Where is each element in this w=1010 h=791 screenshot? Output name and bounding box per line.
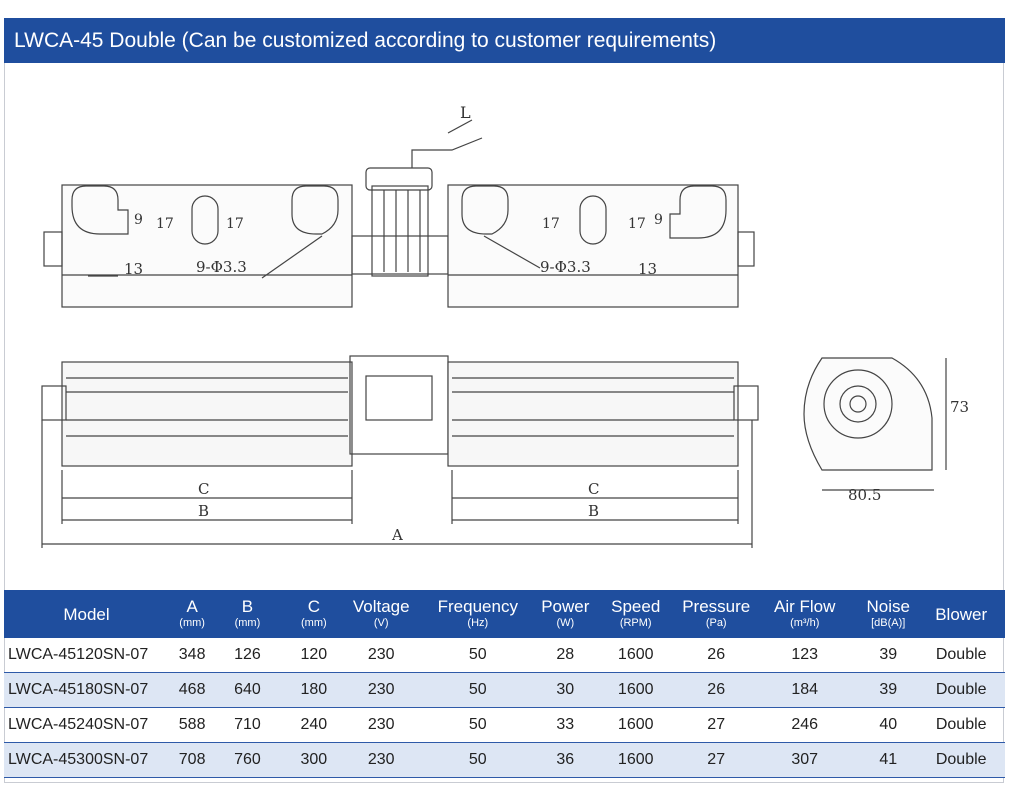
- cell-a: 588: [169, 708, 215, 743]
- cell-noise: 39: [859, 638, 917, 673]
- cell-blower: Double: [917, 708, 1005, 743]
- cell-noise: 39: [859, 673, 917, 708]
- title-bar: [4, 18, 1005, 63]
- cell-a: 468: [169, 673, 215, 708]
- header-voltage: Voltage (V): [348, 590, 414, 638]
- motor-front: [350, 356, 448, 454]
- cell-airflow: 246: [750, 708, 859, 743]
- motor-cap: [366, 168, 432, 190]
- motor-mount: [352, 236, 448, 274]
- cell-noise: 40: [859, 708, 917, 743]
- motor-core: [366, 376, 432, 420]
- cell-c: 300: [280, 743, 348, 778]
- cell-frequency: 50: [414, 638, 541, 673]
- dim-17-right-a: 17: [542, 216, 560, 232]
- cell-pressure: 26: [682, 673, 750, 708]
- cell-b: 640: [215, 673, 279, 708]
- cell-speed: 1600: [589, 743, 682, 778]
- dim-17-left-b: 17: [226, 216, 244, 232]
- lead-wire: [412, 138, 482, 168]
- header-model: Model: [4, 590, 169, 638]
- cell-c: 120: [280, 638, 348, 673]
- cell-voltage: 230: [348, 743, 414, 778]
- cell-voltage: 230: [348, 638, 414, 673]
- cell-b: 710: [215, 708, 279, 743]
- cell-speed: 1600: [589, 708, 682, 743]
- cell-pressure: 27: [682, 743, 750, 778]
- dim-17-left-a: 17: [156, 216, 174, 232]
- dim-C-right-label: C: [588, 480, 600, 498]
- side-view: [804, 358, 946, 490]
- left-end-cap: [44, 232, 62, 266]
- page-title: LWCA-45 Double (Can be customized according to customer requirements): [14, 28, 717, 52]
- dim-9-left: 9: [134, 212, 143, 228]
- cell-b: 126: [215, 638, 279, 673]
- hole-label-right: 9-Φ3.3: [540, 258, 591, 276]
- dim-9-right: 9: [654, 212, 663, 228]
- dim-13-left: 13: [124, 260, 144, 278]
- technical-drawing: [0, 64, 1010, 590]
- cell-airflow: 307: [750, 743, 859, 778]
- cell-power: 36: [541, 743, 589, 778]
- header-power: Power (W): [541, 590, 589, 638]
- dim-B-right-label: B: [588, 502, 600, 520]
- header-noise: Noise [dB(A)]: [859, 590, 917, 638]
- right-end-cap: [738, 232, 754, 266]
- cell-blower: Double: [917, 673, 1005, 708]
- cell-frequency: 50: [414, 673, 541, 708]
- header-c: C (mm): [280, 590, 348, 638]
- dim-13-right: 13: [638, 260, 658, 278]
- right-housing-top: [448, 185, 738, 307]
- cell-a: 348: [169, 638, 215, 673]
- dim-80-5-label: 80.5: [848, 486, 882, 504]
- front-view: [42, 356, 758, 548]
- cell-airflow: 123: [750, 638, 859, 673]
- cell-power: 30: [541, 673, 589, 708]
- cell-voltage: 230: [348, 673, 414, 708]
- cell-model: LWCA-45300SN-07: [4, 743, 169, 778]
- cell-c: 240: [280, 708, 348, 743]
- table-row: [4, 638, 1005, 673]
- cell-blower: Double: [917, 638, 1005, 673]
- table-row: [4, 673, 1005, 708]
- cell-voltage: 230: [348, 708, 414, 743]
- top-view: [44, 120, 754, 307]
- header-blower: Blower: [917, 590, 1005, 638]
- cell-pressure: 27: [682, 708, 750, 743]
- header-a: A (mm): [169, 590, 215, 638]
- spec-table: [4, 590, 1005, 778]
- header-airflow: Air Flow (m³/h): [750, 590, 859, 638]
- cell-a: 708: [169, 743, 215, 778]
- header-b: B (mm): [215, 590, 279, 638]
- table-row: [4, 708, 1005, 743]
- cell-power: 33: [541, 708, 589, 743]
- cell-frequency: 50: [414, 708, 541, 743]
- cell-frequency: 50: [414, 743, 541, 778]
- cell-airflow: 184: [750, 673, 859, 708]
- dim-B-left-label: B: [198, 502, 210, 520]
- dim-A-label: A: [392, 526, 403, 544]
- cell-b: 760: [215, 743, 279, 778]
- table-header: [4, 590, 1005, 638]
- header-speed: Speed (RPM): [589, 590, 682, 638]
- table-row: [4, 743, 1005, 778]
- cell-model: LWCA-45180SN-07: [4, 673, 169, 708]
- dim-17-right-b: 17: [628, 216, 646, 232]
- cell-c: 180: [280, 673, 348, 708]
- cell-model: LWCA-45240SN-07: [4, 708, 169, 743]
- cell-speed: 1600: [589, 638, 682, 673]
- cell-speed: 1600: [589, 673, 682, 708]
- cell-model: LWCA-45120SN-07: [4, 638, 169, 673]
- cell-noise: 41: [859, 743, 917, 778]
- cell-power: 28: [541, 638, 589, 673]
- hole-label-left: 9-Φ3.3: [196, 258, 247, 276]
- side-housing: [804, 358, 932, 470]
- cell-pressure: 26: [682, 638, 750, 673]
- dim-73-label: 73: [950, 398, 970, 416]
- header-frequency: Frequency (Hz): [414, 590, 541, 638]
- label-L: L: [460, 103, 471, 122]
- dim-C-left-label: C: [198, 480, 210, 498]
- header-pressure: Pressure (Pa): [682, 590, 750, 638]
- cell-blower: Double: [917, 743, 1005, 778]
